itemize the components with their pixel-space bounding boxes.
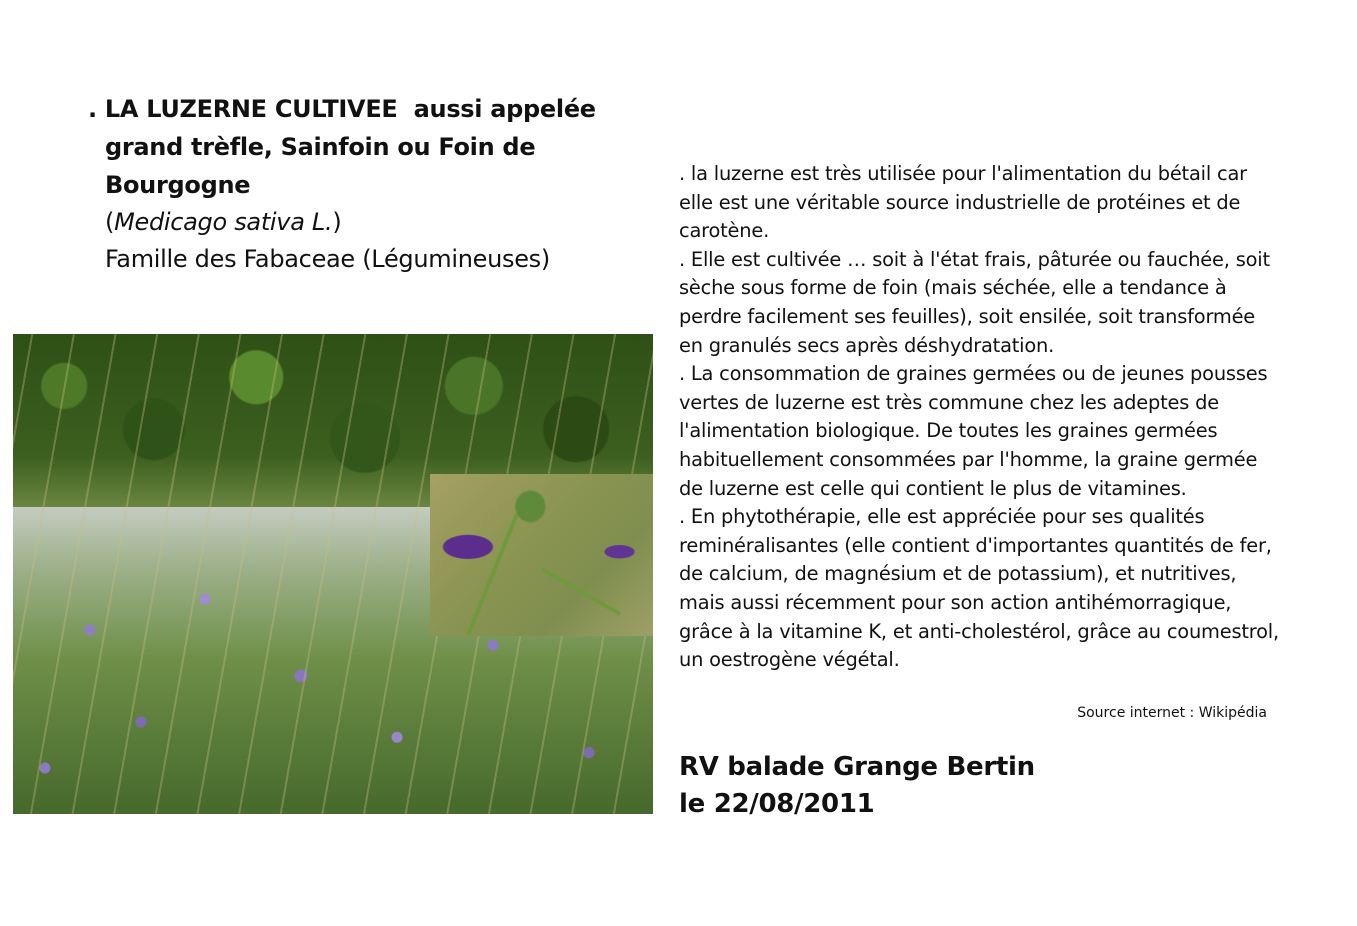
title-block (88, 90, 648, 278)
rendezvous-date: le 22/08/2011 (679, 789, 875, 819)
paragraph-phytotherapy: . En phytothérapie, elle est appréciée pour ses qualités reminéralisantes (elle contient d'importantes quantités de fer, de calcium, de magnésium et de potassium), et nutritives, mais aussi récemment pour son action antihémorragique, grâce à la vitamine K, et anti-cholestérol, grâce au coumestrol, un oestrogène végétal. (679, 505, 1279, 672)
latin-name: Medicago sativa L. (114, 208, 333, 236)
paragraph-feed: . la luzerne est très utilisée pour l'alimentation du bétail car elle est une véritable source industrielle de protéines et de carotène. (679, 162, 1247, 243)
title-line-3: Bourgogne (105, 171, 251, 199)
latin-open-paren: ( (105, 208, 115, 236)
latin-name-line (88, 204, 648, 241)
rendezvous-block (679, 749, 1035, 823)
source-credit: Source internet : Wikipédia (1077, 705, 1267, 721)
paragraph-cultivation: . Elle est cultivée … soit à l'état frais, pâturée ou fauchée, soit sèche sous forme de foin (mais séchée, elle a tendance à perdre facilement ses feuilles), soit ensilée, soit transformée en granulés secs après déshydratation. (679, 247, 1270, 357)
title-line-1: . LA LUZERNE CULTIVEE aussi appelée (88, 95, 596, 123)
title-line-2: grand trèfle, Sainfoin ou Foin de (105, 133, 536, 161)
family-line: Famille des Fabaceae (Légumineuses) (105, 245, 550, 273)
paragraph-sprouts: . La consommation de graines germées ou de jeunes pousses vertes de luzerne est très commune chez les adeptes de l'alimentation biologique. De toutes les graines germées habituellement consommées par l'homme, la graine germée de luzerne est celle qui contient le plus de vitamines. (679, 362, 1268, 500)
flower-stem-branch (541, 567, 621, 615)
description-text (679, 160, 1279, 675)
alfalfa-flower-closeup-photo (430, 474, 653, 636)
flower-stem (466, 513, 518, 635)
rendezvous-place: RV balade Grange Bertin (679, 752, 1035, 782)
latin-close-paren: ) (332, 208, 342, 236)
